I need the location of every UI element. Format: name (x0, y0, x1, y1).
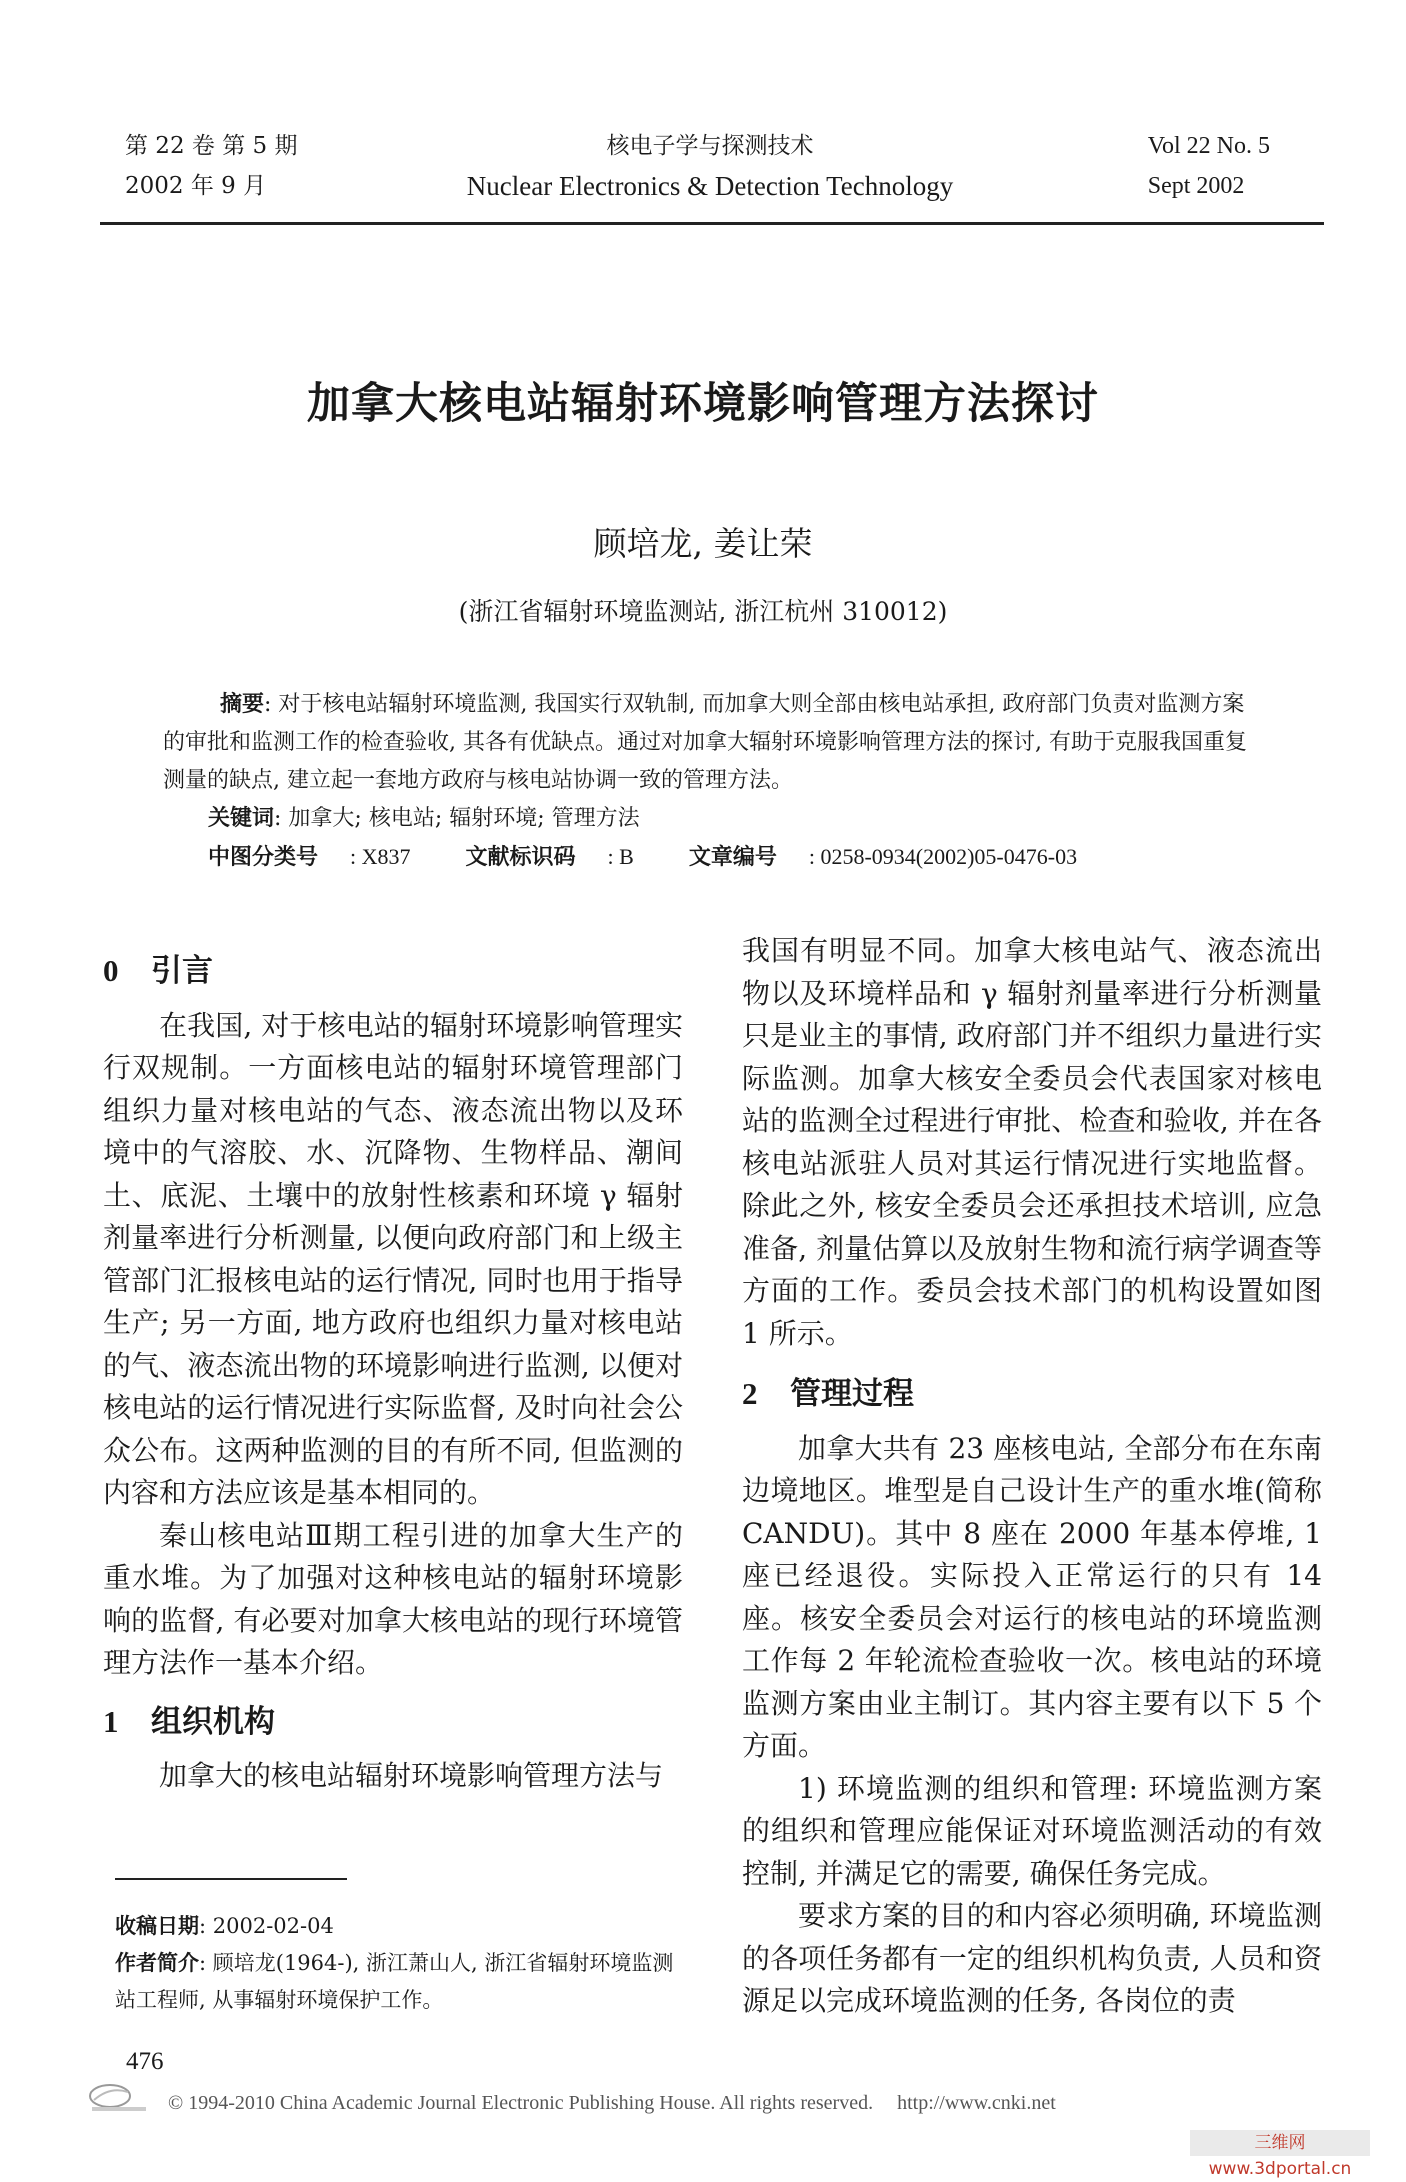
date-cn: 2002 年 9 月 (125, 173, 267, 199)
intro-paragraph-2: 秦山核电站Ⅲ期工程引进的加拿大生产的重水堆。为了加强对这种核电站的辐射环境影响的监督, 有必要对加拿大核电站的现行环境管理方法作一基本介绍。 (103, 1518, 683, 1679)
section-2-heading (742, 1373, 1322, 1416)
section-2-title: 管理过程 (790, 1376, 914, 1412)
keywords-text: : 加拿大; 核电站; 辐射环境; 管理方法 (274, 806, 640, 831)
section-1-heading (103, 1701, 683, 1744)
section-0-heading (103, 950, 683, 993)
affiliation: (浙江省辐射环境监测站, 浙江杭州 310012) (458, 597, 948, 626)
journal-name-cn: 核电子学与探测技术 (606, 133, 814, 159)
org-paragraph-continued: 我国有明显不同。加拿大核电站气、液态流出物以及环境样品和 γ 辐射剂量率进行分析测量只是业主的事情, 政府部门并不组织力量进行实际监测。加拿大核安全委员会代表国家对核电站的监测全过程进行审批、检查和验收, 并在各核电站派驻人员对其运行情况进行实地监督。除此之外, 核安全委员会还承担技术培训, 应急准备, 剂量估算以及放射生物和流行病学调查等方面的工作。委员会技术部门的机构设置如图 1 所示。 (742, 934, 1322, 1350)
footnote-rule (115, 1878, 347, 1880)
received-date (115, 1908, 675, 1945)
keywords (163, 800, 1263, 838)
received-label: 收稿日期 (115, 1914, 199, 1938)
site-watermark: 三维网 www.3dportal.cn (1190, 2130, 1370, 2156)
author-bio (115, 1945, 675, 2019)
keywords-label: 关键词 (208, 806, 275, 831)
process-paragraph-3: 要求方案的目的和内容必须明确, 环境监测的各项任务都有一定的组织机构负责, 人员和资源足以完成环境监测的任务, 各岗位的责 (742, 1899, 1322, 2017)
copyright-line (168, 2092, 1056, 2115)
section-0-title: 引言 (151, 953, 213, 989)
header-center (100, 126, 1320, 206)
received-value: : 2002-02-04 (199, 1914, 334, 1938)
page-number: 476 (126, 2048, 164, 2075)
clc-value: : X837 (350, 844, 411, 869)
authors: 顾培龙, 姜让荣 (593, 524, 813, 563)
org-paragraph-1: 加拿大的核电站辐射环境影响管理方法与 (159, 1759, 664, 1792)
date-en: Sept 2002 (1147, 173, 1245, 199)
copyright-url[interactable]: http://www.cnki.net (897, 2092, 1056, 2114)
right-column (742, 930, 1322, 2023)
article-id-value: : 0258-0934(2002)05-0476-03 (808, 844, 1078, 869)
clc-label: 中图分类号 (208, 845, 319, 870)
abstract-text: : 对于核电站辐射环境监测, 我国实行双轨制, 而加拿大则全部由核电站承担, 政府部门负责对监测方案的审批和监测工作的检查验收, 其各有优缺点。通过对加拿大辐射环境影响管理方法的探讨, 有助于克服我国重复测量的缺点, 建立起一套地方政府与核电站协调一致的管理方法。 (163, 692, 1247, 793)
process-paragraph-1: 加拿大共有 23 座核电站, 全部分布在东南边境地区。堆型是自己设计生产的重水堆(简称 CANDU)。其中 8 座在 2000 年基本停堆, 1 座已经退役。实际投入正常运行的只有 14 座。核安全委员会对运行的核电站的环境监测工作每 2 年轮流检查验收一次。核电站的环境监测方案由业主制订。其内容主要有以下 5 个方面。 (742, 1431, 1322, 1762)
article-id-label: 文章编号 (688, 845, 777, 870)
bio-label: 作者简介 (115, 1951, 199, 1975)
copyright-text: © 1994-2010 China Academic Journal Electronic Publishing House. All rights reserved. (168, 2092, 874, 2114)
journal-name-en: Nuclear Electronics & Detection Technology (466, 171, 954, 201)
paper-title: 加拿大核电站辐射环境影响管理方法探讨 (307, 379, 1099, 429)
section-0-number: 0 (103, 953, 119, 988)
header-rule (100, 222, 1324, 225)
classification-line (163, 838, 1263, 877)
header-right (1148, 126, 1270, 206)
doc-code-value: : B (607, 844, 634, 869)
volume-issue-en: Vol 22 No. 5 (1147, 133, 1270, 159)
section-1-number: 1 (103, 1703, 119, 1739)
process-paragraph-2: 1) 环境监测的组织和管理: 环境监测方案的组织和管理应能保证对环境监测活动的有效控制, 并满足它的需要, 确保任务完成。 (742, 1771, 1322, 1890)
intro-paragraph-1: 在我国, 对于核电站的辐射环境影响管理实行双规制。一方面核电站的辐射环境管理部门组织力量对核电站的气态、液态流出物以及环境中的气溶胶、水、沉降物、生物样品、潮间土、底泥、土壤中的放射性核素和环境 γ 辐射剂量率进行分析测量, 以便向政府部门和上级主管部门汇报核电站的运行情况, 同时也用于指导生产; 另一方面, 地方政府也组织力量对核电站的气、液态流出物的环境影响进行监测, 以便对核电站的运行情况进行实际监督, 及时向社会公众公布。这两种监测的目的有所不同, 但监测的内容和方法应该是基本相同的。 (103, 1008, 683, 1509)
doc-code-label: 文献标识码 (465, 845, 576, 870)
bio-value: : 顾培龙(1964-), 浙江萧山人, 浙江省辐射环境监测站工程师, 从事辐射环境保护工作。 (115, 1951, 674, 2012)
footnote (115, 1908, 675, 2019)
abstract (163, 686, 1263, 800)
abstract-label: 摘要 (220, 692, 265, 717)
running-header (100, 126, 1320, 216)
volume-issue-cn: 第 22 卷 第 5 期 (125, 133, 298, 159)
left-column (103, 950, 683, 1798)
section-1-title: 组织机构 (151, 1703, 275, 1740)
abstract-block (163, 686, 1263, 877)
publisher-logo-icon (84, 2080, 154, 2114)
section-2-number: 2 (742, 1376, 758, 1411)
